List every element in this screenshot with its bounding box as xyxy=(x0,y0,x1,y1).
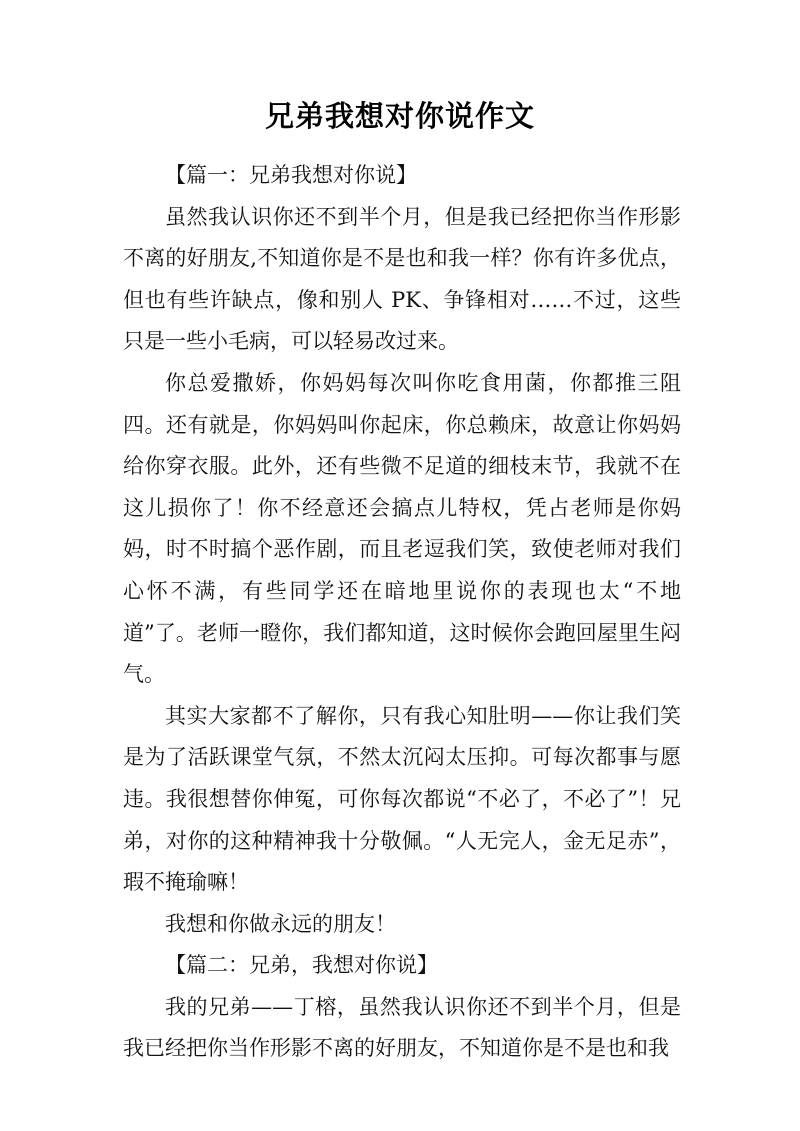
document-body xyxy=(123,155,681,1070)
paragraph-3: 其实大家都不了解你，只有我心知肚明——你让我们笑是为了活跃课堂气氛，不然太沉闷太压抑。可每次都事与愿违。我很想替你伸冤，可你每次都说“不必了，不必了”！兄弟，对你的这种精神我十分敬佩。“人无完人，金无足赤”，瑕不掩瑜嘛！ xyxy=(123,703,681,895)
section-heading-2: 【篇二：兄弟，我想对你说】 xyxy=(165,953,438,978)
document-title: 兄弟我想对你说作文 xyxy=(264,99,535,133)
section-heading-1: 【篇一：兄弟我想对你说】 xyxy=(165,163,417,187)
paragraph-1: 虽然我认识你还不到半个月，但是我已经把你当作形影不离的好朋友,不知道你是不是也和我一样？你有许多优点，但也有些许缺点，像和别人 PK、争锋相对……不过，这些只是一些小毛病，可以轻易改过来。 xyxy=(123,204,681,354)
paragraph-4: 我想和你做永远的朋友！ xyxy=(165,911,396,936)
paragraph-5: 我的兄弟——丁榕，虽然我认识你还不到半个月，但是我已经把你当作形影不离的好朋友，不知道你是不是也和我 xyxy=(123,994,681,1061)
paragraph-2: 你总爱撒娇，你妈妈每次叫你吃食用菌，你都推三阻四。还有就是，你妈妈叫你起床，你总赖床，故意让你妈妈给你穿衣服。此外，还有些微不足道的细枝末节，我就不在这儿损你了！你不经意还会搞点儿特权，凭占老师是你妈妈，时不时搞个恶作剧，而且老逗我们笑，致使老师对我们心怀不满，有些同学还在暗地里说你的表现也太“不地道”了。老师一瞪你，我们都知道，这时候你会跑回屋里生闷气。 xyxy=(123,370,681,687)
